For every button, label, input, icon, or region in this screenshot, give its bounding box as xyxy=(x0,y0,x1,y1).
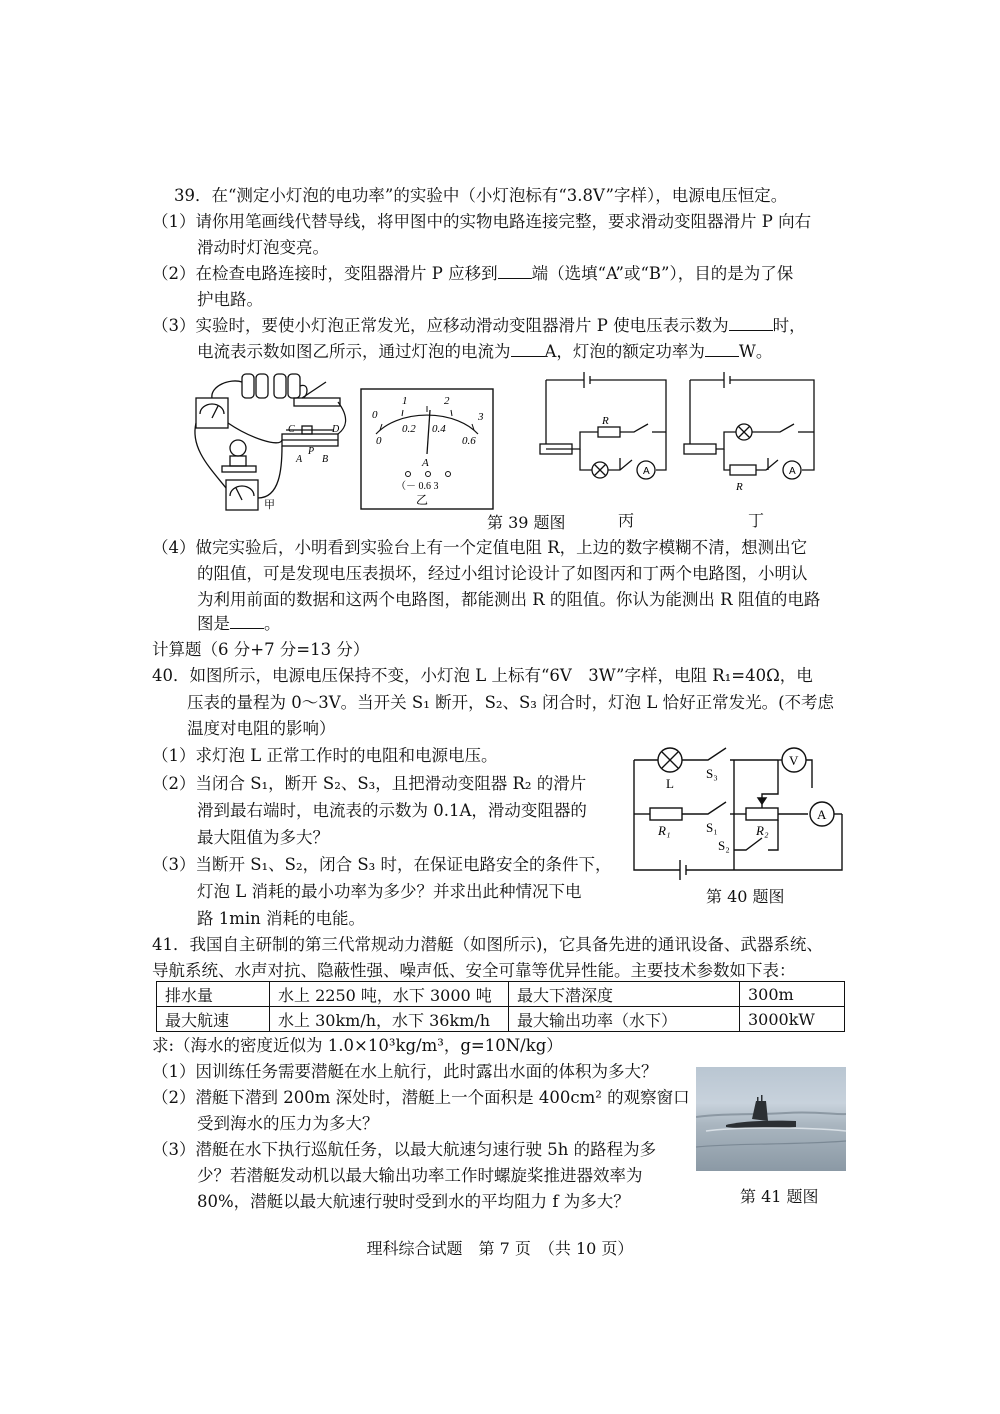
q41-part2-line1: （2）潜艇下潜到 200m 深处时，潜艇上一个面积是 400cm² 的观察窗口 xyxy=(152,1088,690,1107)
submarine-spec-table xyxy=(156,981,845,1032)
slider-label-b: B xyxy=(322,454,329,465)
q39-part4-line3: 为利用前面的数据和这两个电路图，都能测出 R 的阻值。你认为能测出 R 阻值的电路 xyxy=(197,590,821,609)
dial-terminals: （－ 0.6 3 xyxy=(396,481,439,492)
answer-blank[interactable] xyxy=(498,264,532,279)
dial-top-3: 3 xyxy=(478,411,484,423)
q41-part2-line2: 受到海水的压力为多大？ xyxy=(197,1114,379,1133)
figure-40-caption: 第 40 题图 xyxy=(706,887,785,906)
slider-label-d: D xyxy=(332,424,340,435)
q39-part3-line2 xyxy=(197,342,772,362)
resistor-label-r: R xyxy=(602,415,609,427)
answer-blank[interactable] xyxy=(705,342,739,357)
label-voltmeter: V xyxy=(789,753,799,768)
label-lamp-l: L xyxy=(666,776,674,791)
q40-part2-line2: 滑到最右端时，电流表的示数为 0.1A，滑动变阻器的 xyxy=(197,801,587,820)
table-cell: 水上 2250 吨，水下 3000 吨 xyxy=(270,982,509,1007)
page-footer: 理科综合试题 第 7 页 （共 10 页） xyxy=(366,1239,634,1258)
figure-label-jia: 甲 xyxy=(264,499,275,511)
resistor-label-r: R xyxy=(736,481,743,493)
q39-part4-line4 xyxy=(197,614,281,634)
table-cell: 最大输出功率（水下） xyxy=(509,1007,740,1032)
dial-top-0: 0 xyxy=(372,409,378,421)
q39-part3-text-e: W。 xyxy=(738,342,773,361)
q39-part2-line2: 护电路。 xyxy=(197,290,263,309)
q39-part2-line1 xyxy=(152,264,793,284)
dial-top-1: 1 xyxy=(402,395,408,407)
table-cell: 水上 30km/h，水下 36km/h xyxy=(270,1007,509,1032)
answer-blank[interactable] xyxy=(729,316,773,331)
q40-part3-line2: 灯泡 L 消耗的最小功率为多少？并求出此种情况下电 xyxy=(197,882,582,901)
q39-part2-text-a: （2）在检查电路连接时，变阻器滑片 P 应移到 xyxy=(152,264,498,283)
dial-bottom-0.6: 0.6 xyxy=(462,435,476,447)
figure-label-bing: 丙 xyxy=(618,511,635,530)
answer-blank[interactable] xyxy=(230,614,264,629)
label-s1: S₁ xyxy=(706,820,718,835)
q41-part1: （1）因训练任务需要潜艇在水上航行，此时露出水面的体积为多大？ xyxy=(152,1062,658,1081)
q39-part4-line2: 的阻值，可是发现电压表损坏，经过小组讨论设计了如图丙和丁两个电路图，小明认 xyxy=(197,564,808,583)
table-cell: 最大航速 xyxy=(157,1007,270,1032)
dial-bottom-0.2: 0.2 xyxy=(402,423,416,435)
table-row xyxy=(157,982,845,1007)
q41-stem-line2: 导航系统、水声对抗、隐蔽性强、噪声低、安全可靠等优异性能。主要技术参数如下表： xyxy=(152,961,796,980)
table-cell: 排水量 xyxy=(157,982,270,1007)
q39-part3-text-d: A，灯泡的额定功率为 xyxy=(544,342,705,361)
figure-yi-ammeter xyxy=(360,388,494,510)
label-s3: S₃ xyxy=(706,766,718,781)
figure-39-caption: 第 39 题图 xyxy=(487,513,566,532)
dial-top-2: 2 xyxy=(444,395,450,407)
submarine-icon xyxy=(696,1067,846,1171)
figure-ding-circuit xyxy=(680,368,820,494)
q41-stem-line1: 41．我国自主研制的第三代常规动力潜艇（如图所示)，它具备先进的通讯设备、武器系统、 xyxy=(152,935,823,954)
calc-section-header: 计算题（6 分+7 分=13 分） xyxy=(152,640,370,659)
q40-part3-line3: 路 1min 消耗的电能。 xyxy=(197,909,366,928)
q40-stem-line3: 温度对电阻的影响） xyxy=(187,719,336,738)
dial-unit: A xyxy=(422,457,429,469)
figure-bing-circuit xyxy=(536,368,672,490)
label-r2: R₂ xyxy=(756,823,769,838)
q39-part4-line1: （4）做完实验后，小明看到实验台上有一个定值电阻 R，上边的数字模糊不清，想测出它 xyxy=(152,538,808,557)
q39-stem: 39．在“测定小灯泡的电功率”的实验中（小灯泡标有“3.8V”字样），电源电压恒定。 xyxy=(174,186,788,205)
figure-label-ding: 丁 xyxy=(748,511,765,530)
q40-part2-line3: 最大阻值为多大？ xyxy=(197,828,329,847)
q39-part2-text-b: 端（选填“A”或“B”），目的是为了保 xyxy=(531,264,794,283)
submarine-photo xyxy=(696,1067,846,1171)
figure-40-circuit xyxy=(628,738,848,884)
q40-stem-line1: 40．如图所示，电源电压保持不变，小灯泡 L 上标有“6V 3W”字样，电阻 R₁=40Ω，电 xyxy=(152,666,813,685)
figure-label-yi: 乙 xyxy=(416,493,429,507)
q39-part3-text-c: 电流表示数如图乙所示，通过灯泡的电流为 xyxy=(197,342,511,361)
q41-part3-line3: 80%，潜艇以最大航速行驶时受到水的平均阻力 f 为多大？ xyxy=(197,1192,630,1211)
table-cell: 最大下潜深度 xyxy=(509,982,740,1007)
figure-41-caption: 第 41 题图 xyxy=(740,1187,819,1206)
label-ammeter: A xyxy=(817,807,827,822)
table-row xyxy=(157,1007,845,1032)
dial-bottom-0: 0 xyxy=(376,435,382,447)
q41-given: 求:（海水的密度近似为 1.0×10³kg/m³，g=10N/kg） xyxy=(152,1036,563,1055)
dial-bottom-0.4: 0.4 xyxy=(432,423,446,435)
ammeter-label: A xyxy=(789,466,796,477)
q39-part4-text-a: 图是 xyxy=(197,614,230,633)
q39-part4-text-b: 。 xyxy=(264,614,281,633)
q39-part1-line1: （1）请你用笔画线代替导线，将甲图中的实物电路连接完整，要求滑动变阻器滑片 P 向右 xyxy=(152,212,812,231)
answer-blank[interactable] xyxy=(511,342,545,357)
table-cell: 3000kW xyxy=(740,1007,845,1032)
ammeter-label: A xyxy=(643,466,650,477)
q39-part3-line1 xyxy=(152,316,806,336)
slider-label-a: A xyxy=(296,454,303,465)
q40-stem-line2: 压表的量程为 0～3V。当开关 S₁ 断开，S₂、S₃ 闭合时，灯泡 L 恰好正常发光。(不考虑 xyxy=(187,693,835,712)
slider-label-c: C xyxy=(288,424,295,435)
slider-label-p: P xyxy=(308,446,315,457)
q40-part3-line1: （3）当断开 S₁、S₂，闭合 S₃ 时，在保证电路安全的条件下， xyxy=(152,855,612,874)
label-s2: S₂ xyxy=(718,838,730,853)
q39-part3-text-b: 时， xyxy=(772,316,806,335)
label-r1: R₁ xyxy=(658,823,671,838)
q40-part2-line1: （2）当闭合 S₁，断开 S₂、S₃，且把滑动变阻器 R₂ 的滑片 xyxy=(152,774,587,793)
q41-part3-line1: （3）潜艇在水下执行巡航任务，以最大航速匀速行驶 5h 的路程为多 xyxy=(152,1140,657,1159)
q39-part1-line2: 滑动时灯泡变亮。 xyxy=(197,238,329,257)
table-cell: 300m xyxy=(740,982,845,1007)
q40-part1: （1）求灯泡 L 正常工作时的电阻和电源电压。 xyxy=(152,746,498,765)
figure-jia-apparatus xyxy=(190,368,350,520)
q41-part3-line2: 少？若潜艇发动机以最大输出功率工作时螺旋桨推进器效率为 xyxy=(197,1166,643,1185)
q39-part3-text-a: （3）实验时，要使小灯泡正常发光，应移动滑动变阻器滑片 P 使电压表示数为 xyxy=(152,316,729,335)
